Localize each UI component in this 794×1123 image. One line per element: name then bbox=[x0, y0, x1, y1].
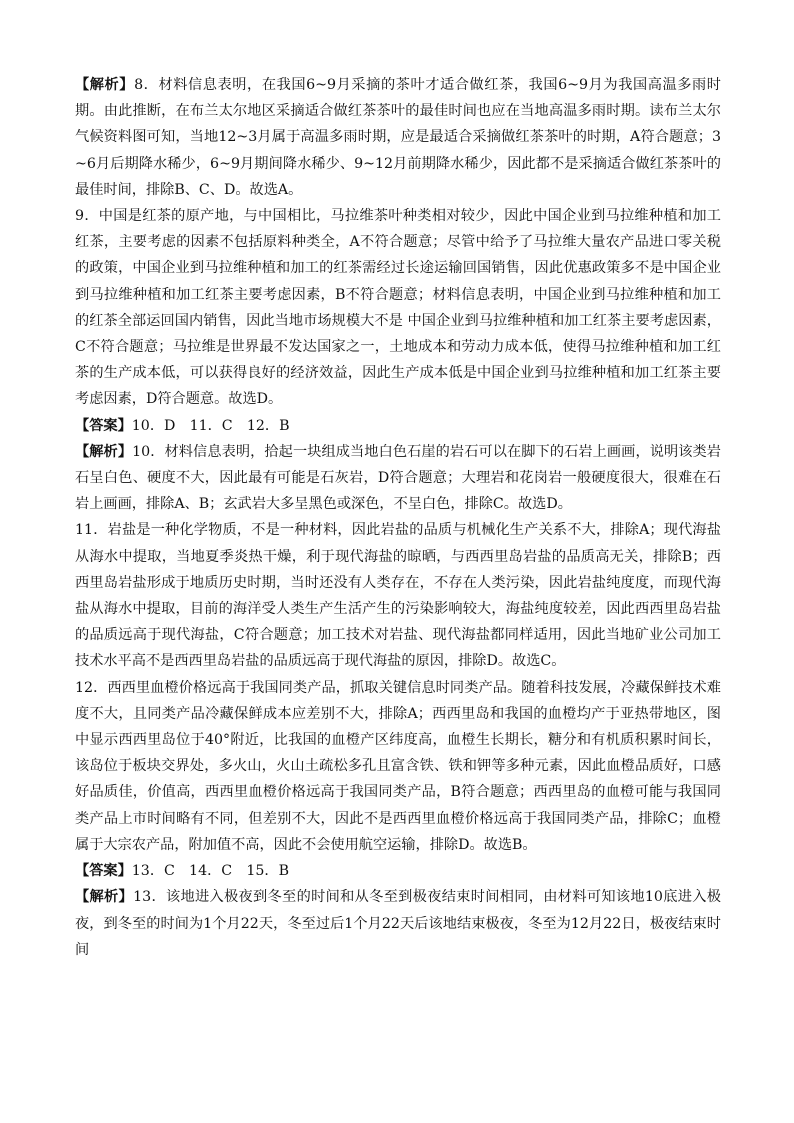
analysis-paragraph-10 bbox=[75, 439, 721, 518]
document-page bbox=[75, 72, 721, 963]
paragraph-text: 10．材料信息表明，拾起一块组成当地白色石崖的岩石可以在脚下的石岩上画画，说明该类岩石呈白色、硬度不大，因此最有可能是石灰岩，D符合题意；大理岩和花岗岩一般硬度很大，很难在石岩上画画，排除A、B；玄武岩大多呈黑色或深色，不呈白色，排除C。故选D。 bbox=[75, 443, 721, 513]
paragraph-text: 9．中国是红茶的原产地，与中国相比，马拉维茶叶种类相对较少，因此中国企业到马拉维种植和加工红茶，主要考虑的因素不包括原料种类全，A不符合题意；尽管中给予了马拉维大量农产品进口零关税的政策，中国企业到马拉维种植和加工的红茶需经过长途运输回国销售，因此优惠政策多不是中国企业到马拉维种植和加工红茶主要考虑因素，B不符合题意；材料信息表明，中国企业到马拉维种植和加工的红茶全部运回国内销售，因此当地市场规模大不是 中国企业到马拉维种植和加工红茶主要考虑因素，C不符合题意；马拉维是世界最不发达国家之一，土地成本和劳动力成本低，使得马拉维种植和加工红茶的生产成本低，可以获得良好的经济效益，因此生产成本低是中国企业到马拉维种植和加工红茶主要考虑因素，D符合题意。故选D。 bbox=[75, 208, 721, 408]
answer-tag: 【答案】 bbox=[75, 863, 132, 880]
analysis-paragraph-8 bbox=[75, 72, 721, 203]
answer-line-10-12 bbox=[75, 413, 721, 439]
paragraph-text: 12．西西里血橙价格远高于我国同类产品，抓取关键信息时同类产品。随着科技发展，冷藏保鲜技术难度不大，且同类产品冷藏保鲜成本应差别不大，排除A；西西里岛和我国的血橙均产于亚热带地区，图中显示西西里岛位于40°附近，比我国的血橙产区纬度高，血橙生长期长，糖分和有机质积累时间长，该岛位于板块交界处，多火山，火山土疏松多孔且富含铁、铁和钾等多种元素，因此血橙品质好，口感好品质佳，价值高，西西里血橙价格远高于我国同类产品，B符合题意；西西里岛的血橙可能与我国同类产品上市时间略有不同，但差别不大，因此不是西西里血橙价格远高于我国同类产品，排除C；血橙属于大宗农产品，附加值不高，因此不会使用航空运输，排除D。故选B。 bbox=[75, 679, 721, 853]
analysis-tag: 【解析】 bbox=[75, 889, 134, 906]
answer-tag: 【答案】 bbox=[75, 417, 132, 434]
paragraph-text: 11．岩盐是一种化学物质，不是一种材料，因此岩盐的品质与机械化生产关系不大，排除A；现代海盐从海水中提取，当地夏季炎热干燥，利于现代海盐的晾晒，与西西里岛岩盐的品质高无关，排除B；西西里岛岩盐形成于地质历史时期，当时还没有人类存在，不存在人类污染，因此岩盐纯度度，而现代海盐从海水中提取，目前的海洋受人类生产生活产生的污染影响较大，海盐纯度较差，因此西西里岛岩盐的品质远高于现代海盐，C符合题意；加工技术对岩盐、现代海盐都同样适用，因此当地矿业公司加工技术水平高不是西西里岛岩盐的品质远高于现代海盐的原因，排除D。故选C。 bbox=[75, 522, 721, 670]
analysis-paragraph-11 bbox=[75, 517, 721, 674]
paragraph-text: 10．D 11．C 12．B bbox=[131, 417, 290, 434]
analysis-paragraph-12 bbox=[75, 675, 721, 858]
analysis-tag: 【解析】 bbox=[75, 77, 135, 93]
analysis-paragraph-13 bbox=[75, 884, 721, 963]
analysis-paragraph-9 bbox=[75, 203, 721, 413]
paragraph-text: 13．C 14．C 15．B bbox=[131, 863, 289, 880]
answer-line-13-15 bbox=[75, 858, 721, 884]
analysis-tag: 【解析】 bbox=[75, 443, 133, 460]
paragraph-text: 13．该地进入极夜到冬至的时间和从冬至到极夜结束时间相同，由材料可知该地10底进入极夜，到冬至的时间为1个月22天，冬至过后1个月22天后该地结束极夜，冬至为12月22日，极夜结束时间 bbox=[75, 889, 721, 958]
paragraph-text: 8．材料信息表明，在我国6~9月采摘的茶叶才适合做红茶，我国6~9月为我国高温多雨时期。由此推断，在布兰太尔地区采摘适合做红茶茶叶的最佳时间也应在当地高温多雨时期。读布兰太尔气候资料图可知，当地12~3月属于高温多雨时期，应是最适合采摘做红茶茶叶的时期，A符合题意；3~6月后期降水稀少，6~9月期间降水稀少、9~12月前期降水稀少，因此都不是采摘适合做红茶茶叶的最佳时间，排除B、C、D。故选A。 bbox=[75, 77, 721, 198]
